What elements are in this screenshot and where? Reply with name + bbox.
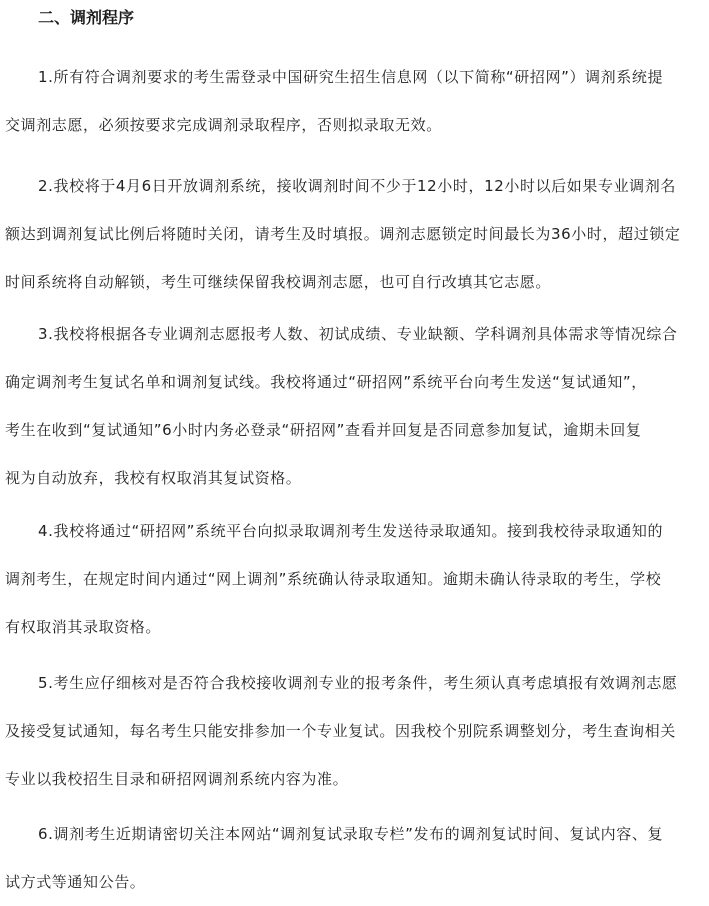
paragraph-line: 2.我校将于4月6日开放调剂系统，接收调剂时间不少于12小时，12小时以后如果专业调剂名: [38, 177, 676, 195]
paragraph-4: [5, 507, 704, 651]
paragraph-5: [5, 659, 704, 803]
paragraph-line: 5.考生应仔细核对是否符合我校接收调剂专业的报考条件，考生须认真考虑填报有效调剂志愿: [38, 674, 678, 692]
paragraph-3: [5, 310, 704, 502]
paragraph-6: [5, 810, 704, 906]
paragraph-line: 4.我校将通过“研招网”系统平台向拟录取调剂考生发送待录取通知。接到我校待录取通知的: [38, 522, 664, 540]
paragraph-line: 考生在收到“复试通知”6小时内务必登录“研招网”查看并回复是否同意参加复试，逾期未回复: [5, 421, 642, 439]
paragraph-line: 确定调剂考生复试名单和调剂复试线。我校将通过“研招网”系统平台向考生发送“复试通知”，: [5, 373, 647, 391]
paragraph-line: 3.我校将根据各专业调剂志愿报考人数、初试成绩、专业缺额、学科调剂具体需求等情况综合: [38, 325, 678, 343]
paragraph-1: [5, 53, 704, 149]
paragraph-line: 及接受复试通知，每名考生只能安排参加一个专业复试。因我校个别院系调整划分，考生查询相关: [5, 722, 676, 740]
paragraph-line: 1.所有符合调剂要求的考生需登录中国研究生招生信息网（以下简称“研招网”）调剂系统提: [38, 68, 664, 86]
paragraph-2: [5, 162, 704, 306]
paragraph-line: 调剂考生，在规定时间内通过“网上调剂”系统确认待录取通知。逾期未确认待录取的考生，学校: [5, 570, 662, 588]
paragraph-line: 试方式等通知公告。: [5, 873, 146, 891]
section-heading: 二、调剂程序: [38, 8, 135, 27]
paragraph-line: 专业以我校招生目录和研招网调剂系统内容为准。: [5, 770, 349, 788]
paragraph-line: 视为自动放弃，我校有权取消其复试资格。: [5, 469, 302, 487]
paragraph-line: 时间系统将自动解锁，考生可继续保留我校调剂志愿，也可自行改填其它志愿。: [5, 273, 552, 291]
paragraph-line: 6.调剂考生近期请密切关注本网站“调剂复试录取专栏”发布的调剂复试时间、复试内容、复: [38, 825, 664, 843]
paragraph-line: 额达到调剂复试比例后将随时关闭，请考生及时填报。调剂志愿锁定时间最长为36小时，超过锁定: [5, 225, 681, 243]
paragraph-line: 有权取消其录取资格。: [5, 618, 162, 636]
paragraph-line: 交调剂志愿，必须按要求完成调剂录取程序，否则拟录取无效。: [5, 116, 442, 134]
